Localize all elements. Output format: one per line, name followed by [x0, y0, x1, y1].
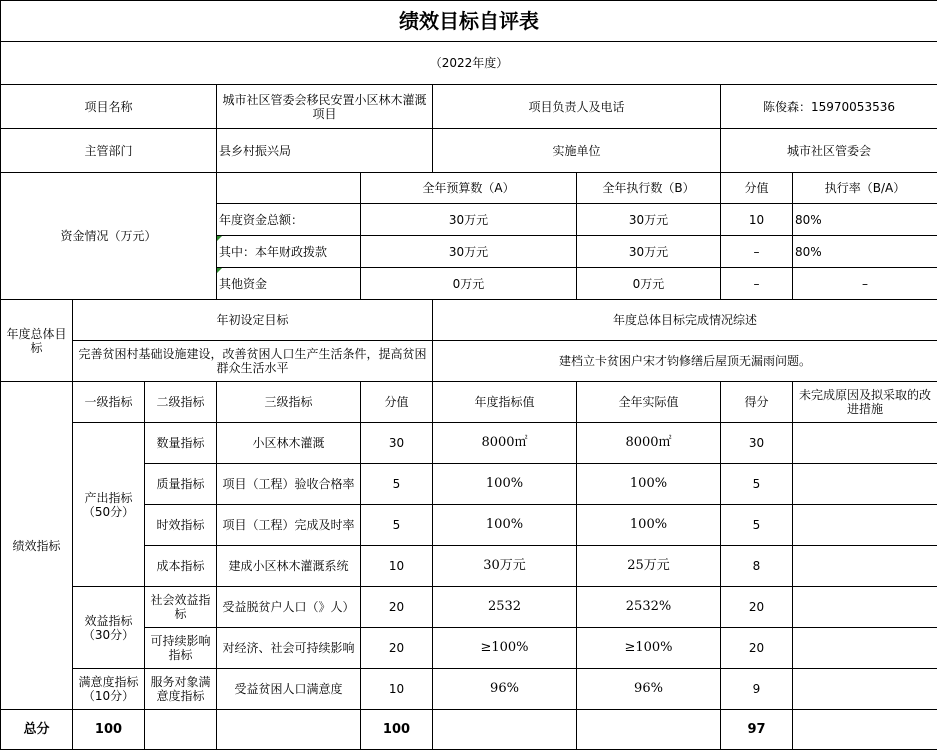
total-label: 总分 [1, 710, 73, 750]
funds-header-budget: 全年预算数（A） [361, 173, 577, 204]
funds-label: 资金情况（万元） [1, 173, 217, 300]
perf-target: 8000㎡ [433, 423, 577, 464]
perf-reason [793, 464, 937, 505]
perf-actual: 2532% [577, 587, 721, 628]
unit-label: 实施单位 [433, 129, 721, 173]
perf-reason [793, 587, 937, 628]
funds-row-rate: 80% [793, 204, 937, 236]
total-weight: 100 [73, 710, 145, 750]
total-value: 100 [361, 710, 433, 750]
perf-l2: 时效指标 [145, 505, 217, 546]
perf-actual: 100% [577, 464, 721, 505]
funds-header-score-value: 分值 [721, 173, 793, 204]
perf-l3: 受益贫困人口满意度 [217, 669, 361, 710]
funds-row-score-value: 10 [721, 204, 793, 236]
perf-score: 30 [721, 423, 793, 464]
perf-l2: 质量指标 [145, 464, 217, 505]
perf-l2: 服务对象满意度指标 [145, 669, 217, 710]
perf-group-benefit: 效益指标（30分） [73, 587, 145, 669]
table-title: 绩效目标自评表 [1, 1, 937, 42]
perf-target: 100% [433, 464, 577, 505]
perf-actual: 100% [577, 505, 721, 546]
perf-l2: 数量指标 [145, 423, 217, 464]
funds-row-name: 年度资金总额： [217, 204, 361, 236]
perf-value: 5 [361, 464, 433, 505]
perf-actual: 8000㎡ [577, 423, 721, 464]
funds-header-blank [217, 173, 361, 204]
funds-row-rate: 80% [793, 236, 937, 268]
goals-summary: 建档立卡贫困户宋才钧修缮后屋顶无漏雨问题。 [433, 341, 937, 382]
perf-header-l3: 三级指标 [217, 382, 361, 423]
perf-l2: 可持续影响指标 [145, 628, 217, 669]
perf-value: 20 [361, 628, 433, 669]
funds-row-score-value: – [721, 268, 793, 300]
perf-header-reason: 未完成原因及拟采取的改进措施 [793, 382, 937, 423]
funds-row-budget: 0万元 [361, 268, 577, 300]
perf-value: 10 [361, 669, 433, 710]
contact-label: 项目负责人及电话 [433, 85, 721, 129]
dept-value: 县乡村振兴局 [217, 129, 433, 173]
funds-row-budget: 30万元 [361, 236, 577, 268]
perf-group-satisfaction: 满意度指标（10分） [73, 669, 145, 710]
perf-actual: 25万元 [577, 546, 721, 587]
perf-value: 10 [361, 546, 433, 587]
perf-l2: 成本指标 [145, 546, 217, 587]
perf-value: 20 [361, 587, 433, 628]
project-name: 城市社区管委会移民安置小区林木灌溉项目 [217, 85, 433, 129]
perf-reason [793, 423, 937, 464]
dept-label: 主管部门 [1, 129, 217, 173]
perf-header-l2: 二级指标 [145, 382, 217, 423]
perf-label: 绩效指标 [1, 382, 73, 710]
perf-actual: 96% [577, 669, 721, 710]
total-blank [217, 710, 361, 750]
perf-actual: ≥100% [577, 628, 721, 669]
perf-l3: 受益脱贫户人口（》人） [217, 587, 361, 628]
perf-reason [793, 505, 937, 546]
perf-group-output: 产出指标（50分） [73, 423, 145, 587]
total-blank [145, 710, 217, 750]
perf-target: 100% [433, 505, 577, 546]
goals-label: 年度总体目标 [1, 300, 73, 382]
perf-l3: 小区林木灌溉 [217, 423, 361, 464]
perf-header-score: 得分 [721, 382, 793, 423]
perf-reason [793, 546, 937, 587]
funds-row-name: 其他资金 [217, 268, 361, 300]
perf-target: 2532 [433, 587, 577, 628]
total-blank [793, 710, 937, 750]
goals-initial: 完善贫困村基础设施建设，改善贫困人口生产生活条件，提高贫困群众生活水平 [73, 341, 433, 382]
funds-row-exec: 30万元 [577, 204, 721, 236]
funds-row-budget: 30万元 [361, 204, 577, 236]
perf-target: 30万元 [433, 546, 577, 587]
perf-header-target: 年度指标值 [433, 382, 577, 423]
perf-reason [793, 669, 937, 710]
perf-header-l1: 一级指标 [73, 382, 145, 423]
perf-value: 5 [361, 505, 433, 546]
funds-row-exec: 0万元 [577, 268, 721, 300]
perf-header-actual: 全年实际值 [577, 382, 721, 423]
unit-value: 城市社区管委会 [721, 129, 937, 173]
goals-initial-header: 年初设定目标 [73, 300, 433, 341]
perf-score: 20 [721, 587, 793, 628]
total-blank [577, 710, 721, 750]
contact-value: 陈俊森：15970053536 [721, 85, 937, 129]
perf-l3: 建成小区林木灌溉系统 [217, 546, 361, 587]
perf-l3: 项目（工程）完成及时率 [217, 505, 361, 546]
total-score: 97 [721, 710, 793, 750]
funds-row-score-value: – [721, 236, 793, 268]
funds-header-exec: 全年执行数（B） [577, 173, 721, 204]
funds-row-name: 其中：本年财政拨款 [217, 236, 361, 268]
perf-target: 96% [433, 669, 577, 710]
funds-header-rate: 执行率（B/A） [793, 173, 937, 204]
year-label: （2022年度） [1, 42, 937, 85]
project-name-label: 项目名称 [1, 85, 217, 129]
funds-row-exec: 30万元 [577, 236, 721, 268]
perf-reason [793, 628, 937, 669]
perf-score: 5 [721, 464, 793, 505]
perf-score: 8 [721, 546, 793, 587]
funds-row-rate: – [793, 268, 937, 300]
perf-score: 20 [721, 628, 793, 669]
perf-l3: 项目（工程）验收合格率 [217, 464, 361, 505]
goals-summary-header: 年度总体目标完成情况综述 [433, 300, 937, 341]
perf-header-value: 分值 [361, 382, 433, 423]
total-blank [433, 710, 577, 750]
perf-value: 30 [361, 423, 433, 464]
perf-score: 9 [721, 669, 793, 710]
perf-l2: 社会效益指标 [145, 587, 217, 628]
perf-target: ≥100% [433, 628, 577, 669]
perf-score: 5 [721, 505, 793, 546]
perf-l3: 对经济、社会可持续影响 [217, 628, 361, 669]
